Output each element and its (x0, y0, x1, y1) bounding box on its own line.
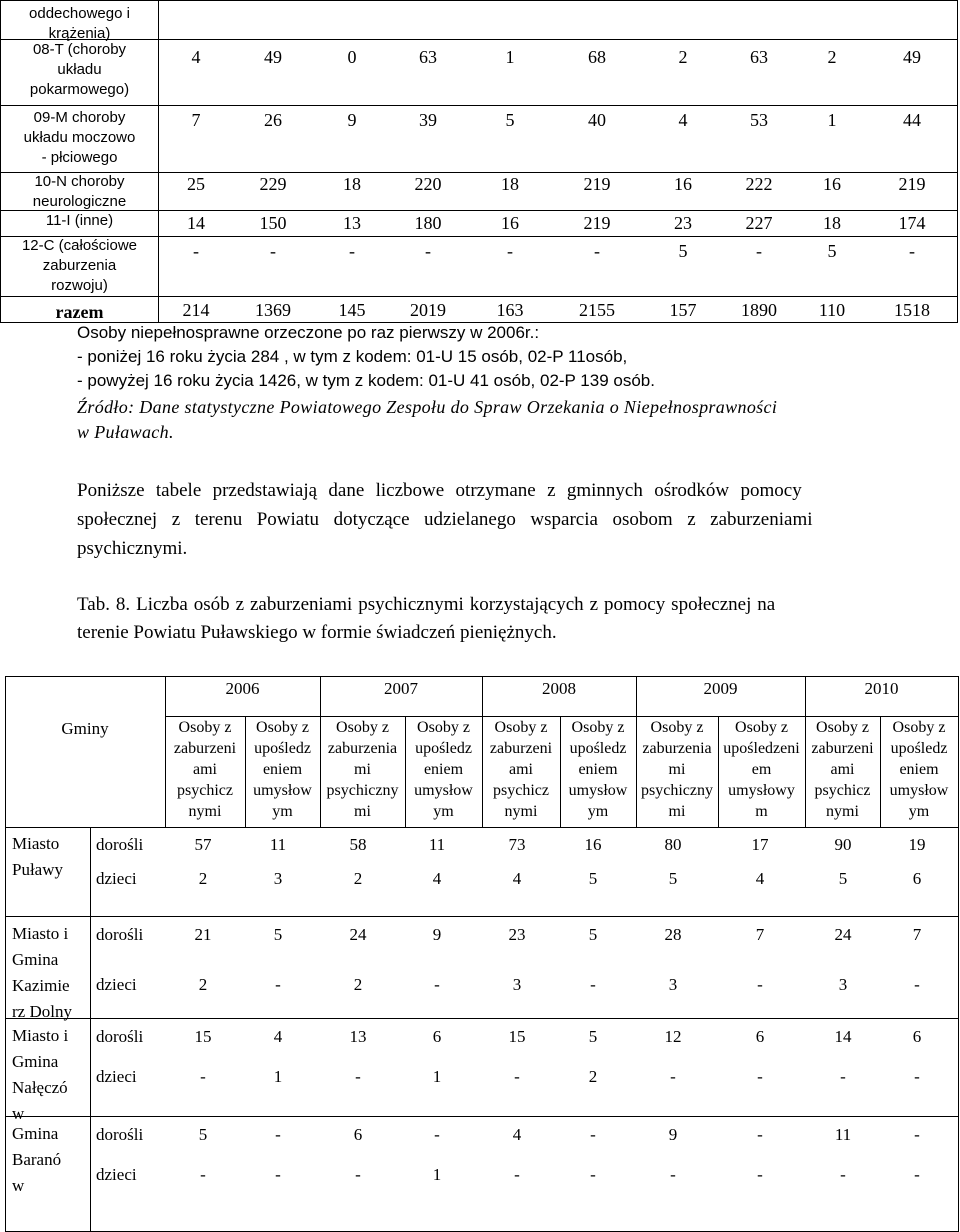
gmina-name-line: Miasto i (12, 924, 69, 943)
group-label: dzieci (96, 1067, 137, 1086)
table-rule-horizontal (5, 916, 958, 917)
table-cell: 17 (751, 835, 769, 854)
table-cell: 2 (588, 1067, 598, 1086)
table-cell: 110 (818, 300, 846, 320)
table-cell: - (590, 975, 596, 994)
note-line-1: Osoby niepełnosprawne orzeczone po raz pierwszy w 2006r.: (77, 323, 540, 342)
column-header-line: upośledz (415, 740, 472, 757)
table-cell: 90 (834, 835, 852, 854)
gmina-name-line: Gmina (12, 1052, 59, 1071)
table-cell: 2155 (579, 300, 615, 320)
gmina-name-line: Gmina (12, 950, 59, 969)
column-header-line: eniem (423, 761, 464, 778)
column-header-line: psychiczny (641, 782, 713, 799)
table-rule-horizontal (0, 0, 958, 1)
table-cell: 5 (827, 241, 837, 261)
column-header-line: psychicz (177, 782, 233, 799)
table-cell: 14 (187, 213, 205, 233)
table-cell: 6 (912, 1027, 922, 1046)
table-cell: 49 (264, 47, 282, 67)
source-line-2: w Puławach. (77, 422, 174, 442)
column-header-line: ym (908, 803, 930, 820)
table-cell: 16 (674, 174, 692, 194)
table-cell: 4 (512, 1125, 522, 1144)
table-cell: 2 (353, 869, 363, 888)
table-cell: 40 (588, 110, 606, 130)
category-label-line: 10-N choroby (34, 173, 125, 190)
column-header-line: Osoby z (816, 719, 869, 736)
table-rule-vertical (158, 0, 159, 323)
disability-codes-table (0, 0, 958, 322)
table-cell: - (200, 1067, 206, 1086)
table-cell: 145 (338, 300, 366, 320)
group-label: dorośli (96, 925, 144, 944)
gmina-name-line: Gmina (12, 1124, 59, 1143)
table-cell: 6 (353, 1125, 363, 1144)
table-cell: 11 (834, 1125, 852, 1144)
gmina-name-line: Puławy (12, 860, 63, 879)
table-rule-vertical (958, 676, 959, 1232)
group-label: dorośli (96, 835, 144, 854)
column-header-line: zaburzenia (327, 740, 398, 757)
column-header-line: nymi (188, 803, 222, 820)
table-rule-vertical (0, 0, 1, 323)
table-cell: 80 (664, 835, 682, 854)
column-header-line: ami (830, 761, 855, 778)
category-label-line: krążenia) (48, 25, 111, 42)
table-cell: - (594, 241, 600, 261)
table-cell: 21 (194, 925, 212, 944)
table-cell: 5 (273, 925, 283, 944)
table-cell: - (914, 1165, 920, 1184)
column-header-line: Osoby z (178, 719, 232, 736)
table-cell: 16 (584, 835, 602, 854)
table-cell: 1 (827, 110, 837, 130)
column-header-line: zaburzeni (173, 740, 237, 757)
table-cell: 157 (669, 300, 697, 320)
table-cell: - (275, 975, 281, 994)
table-rule-horizontal (0, 296, 958, 297)
table-cell: 16 (501, 213, 519, 233)
table-cell: 19 (908, 835, 926, 854)
table-rule-horizontal (5, 1116, 958, 1117)
table-cell: - (756, 241, 762, 261)
table-cell: 13 (349, 1027, 367, 1046)
table-cell: 18 (343, 174, 361, 194)
table-cell: 16 (823, 174, 841, 194)
table-cell: 4 (432, 869, 442, 888)
column-header-line: nymi (826, 803, 859, 820)
table-cell: 1 (273, 1067, 283, 1086)
table-cell: 7 (755, 925, 765, 944)
table-cell: - (840, 1067, 846, 1086)
gmina-name-line: w (12, 1176, 25, 1195)
year-header: 2006 (225, 679, 260, 698)
table-cell: 5 (198, 1125, 208, 1144)
table-cell: 229 (259, 174, 287, 194)
column-header-line: ami (509, 761, 533, 778)
year-header: 2010 (864, 679, 899, 698)
table-cell: - (909, 241, 915, 261)
category-label-line: układu moczowo (23, 129, 136, 146)
table-rule-horizontal (0, 105, 958, 106)
table-cell: - (914, 1125, 920, 1144)
table-cell: - (355, 1165, 361, 1184)
category-label-line: rozwoju) (51, 277, 108, 294)
table-cell: 180 (414, 213, 442, 233)
column-header-line: Osoby z (494, 719, 548, 736)
table-cell: 63 (750, 47, 768, 67)
table-cell: 58 (349, 835, 367, 854)
gmina-name-line: Kazimie (12, 976, 70, 995)
year-header: 2007 (384, 679, 418, 698)
column-header-line: mi (668, 761, 686, 778)
table-cell: - (914, 1067, 920, 1086)
table-cell: 23 (674, 213, 692, 233)
group-label: dorośli (96, 1125, 144, 1144)
paragraph-line-2: społecznej z terenu Powiatu dotyczące udzielanego wsparcia osobom z zaburzeniami (77, 509, 813, 530)
column-header-line: psychicz (493, 782, 549, 799)
table-cell: 44 (903, 110, 921, 130)
gmina-name-line: rz Dolny (12, 1002, 72, 1021)
table-cell: - (425, 241, 431, 261)
column-header-line: ym (433, 803, 454, 820)
table-cell: 219 (898, 174, 926, 194)
table-cell: 163 (496, 300, 524, 320)
table-cell: 222 (745, 174, 773, 194)
gmina-name-line: Miasto (12, 834, 60, 853)
table-cell: 7 (191, 110, 201, 130)
category-label-line: układu (57, 61, 102, 78)
paragraph-line-1: Poniższe tabele przedstawiają dane liczbowe otrzymane z gminnych ośrodków pomocy (77, 480, 802, 501)
table-cell: 1 (432, 1067, 442, 1086)
paragraph-line-3: psychicznymi. (77, 538, 188, 559)
table-cell: 174 (898, 213, 926, 233)
column-header-line: ym (272, 803, 293, 820)
year-header: 2009 (703, 679, 738, 698)
column-header-line: zaburzenia (642, 740, 712, 757)
table-cell: - (670, 1165, 676, 1184)
column-header-line: Osoby z (571, 719, 625, 736)
table-cell: 4 (273, 1027, 283, 1046)
table-cell: 9 (347, 110, 357, 130)
table-cell: 25 (187, 174, 205, 194)
table-cell: 6 (912, 869, 922, 888)
table-cell: 5 (838, 869, 848, 888)
table-cell: 220 (414, 174, 442, 194)
table-cell: 18 (823, 213, 841, 233)
category-label-line: zaburzenia (42, 257, 117, 274)
table-cell: 4 (191, 47, 201, 67)
column-header-line: upośledz (890, 740, 948, 757)
table-cell: - (275, 1125, 281, 1144)
column-header-line: Osoby z (735, 719, 788, 736)
column-header-line: upośledzeni (723, 740, 800, 757)
table-cell: 1369 (255, 300, 291, 320)
table-cell: 6 (432, 1027, 442, 1046)
column-header-line: zaburzeni (489, 740, 553, 757)
gmina-name-line: w (12, 1104, 25, 1123)
table-cell: 5 (668, 869, 678, 888)
table-cell: 2019 (410, 300, 446, 320)
group-label: dzieci (96, 1165, 137, 1184)
table-cell: 5 (588, 925, 598, 944)
column-header-line: mi (354, 761, 371, 778)
table-cell: 150 (259, 213, 287, 233)
column-header-line: psychicz (814, 782, 871, 799)
table-cell: 227 (745, 213, 773, 233)
table-cell: 2 (198, 869, 208, 888)
table-cell: - (434, 975, 440, 994)
table-cell: - (275, 1165, 281, 1184)
table-cell: - (193, 241, 199, 261)
column-header-line: eniem (262, 761, 303, 778)
table-cell: 26 (264, 110, 282, 130)
table-cell: 1 (505, 47, 515, 67)
category-label-line: oddechowego i (29, 5, 130, 22)
table-cell: 63 (419, 47, 437, 67)
table-cell: 214 (182, 300, 210, 320)
table-cell: 3 (838, 975, 848, 994)
table-cell: 11 (428, 835, 446, 854)
column-header-line: umysłow (414, 782, 473, 799)
table-rule-vertical (5, 676, 6, 1232)
column-header-line: Osoby z (650, 719, 704, 736)
table-cell: 73 (508, 835, 526, 854)
column-header-line: umysłow (889, 782, 949, 799)
table-cell: - (514, 1067, 520, 1086)
table-cell: 0 (347, 47, 357, 67)
category-label-line: 09-M choroby (33, 109, 126, 126)
table-cell: - (514, 1165, 520, 1184)
category-label-line: razem (55, 302, 104, 322)
table-rule-horizontal (5, 827, 958, 828)
column-header-line: upośledz (254, 740, 311, 757)
table-cell: 4 (678, 110, 688, 130)
table-rule-horizontal (5, 1018, 958, 1019)
category-label-line: 12-C (całościowe (21, 237, 138, 254)
table-cell: 6 (755, 1027, 765, 1046)
table-rule-vertical (957, 0, 958, 323)
table-cell: - (840, 1165, 846, 1184)
note-line-2: - poniżej 16 roku życia 284 , w tym z kodem: 01-U 15 osób, 02-P 11osób, (77, 347, 628, 366)
table-cell: 15 (508, 1027, 526, 1046)
group-label: dzieci (96, 869, 137, 888)
table-cell: 5 (678, 241, 688, 261)
table-cell: - (590, 1165, 596, 1184)
category-label-line: 08-T (choroby (32, 41, 127, 58)
social-assistance-table (0, 676, 960, 1232)
table-cell: 2 (827, 47, 837, 67)
table-cell: 12 (664, 1027, 682, 1046)
table-cell: - (670, 1067, 676, 1086)
table-cell: 9 (668, 1125, 678, 1144)
source-line-1: Źródło: Dane statystyczne Powiatowego Zespołu do Spraw Orzekania o Niepełnosprawności (77, 397, 778, 417)
table-cell: - (434, 1125, 440, 1144)
table-cell: 1890 (741, 300, 777, 320)
column-header-line: umysłow (568, 782, 628, 799)
table-cell: 53 (750, 110, 768, 130)
table-cell: 15 (194, 1027, 212, 1046)
table-cell: - (757, 1125, 763, 1144)
column-header-line: umysłowy (728, 782, 795, 799)
table-cell: 7 (912, 925, 922, 944)
column-header-line: Osoby z (417, 719, 470, 736)
category-label-line: 11-I (inne) (45, 212, 114, 229)
column-header-line: Osoby z (256, 719, 309, 736)
table-cell: 1518 (894, 300, 930, 320)
column-header-line: zaburzeni (811, 740, 874, 757)
gmina-name-line: Nałęczó (12, 1078, 68, 1097)
table-cell: 2 (353, 975, 363, 994)
table-rule-vertical (90, 827, 91, 1232)
table-cell: - (757, 1067, 763, 1086)
table-cell: - (590, 1125, 596, 1144)
table-cell: 18 (501, 174, 519, 194)
column-header-line: Osoby z (892, 719, 946, 736)
table-cell: 5 (588, 869, 598, 888)
table-cell: 49 (903, 47, 921, 67)
table-cell: 2 (198, 975, 208, 994)
column-header-line: m (755, 803, 768, 820)
table-cell: - (757, 975, 763, 994)
category-label-line: - płciowego (41, 149, 118, 166)
table-cell: 28 (664, 925, 682, 944)
gminy-header: Gminy (61, 719, 109, 738)
table-cell: 4 (512, 869, 522, 888)
table-cell: 39 (419, 110, 437, 130)
column-header-line: ym (587, 803, 609, 820)
column-header-line: psychiczny (326, 782, 399, 799)
table-cell: 4 (755, 869, 765, 888)
table-cell: 3 (512, 975, 522, 994)
column-header-line: eniem (578, 761, 618, 778)
column-header-line: em (751, 761, 772, 778)
table-cell: 2 (678, 47, 688, 67)
table-cell: 24 (834, 925, 852, 944)
column-header-line: upośledz (569, 740, 627, 757)
table-cell: 11 (269, 835, 287, 854)
category-label-line: neurologiczne (32, 193, 127, 210)
table-cell: - (914, 975, 920, 994)
table-cell: 68 (588, 47, 606, 67)
note-line-3: - powyżej 16 roku życia 1426, w tym z kodem: 01-U 41 osób, 02-P 139 osób. (77, 371, 655, 390)
table-cell: 13 (343, 213, 361, 233)
column-header-line: Osoby z (336, 719, 389, 736)
category-label-line: pokarmowego) (29, 81, 130, 98)
table-cell: 14 (834, 1027, 852, 1046)
table-cell: 1 (432, 1165, 442, 1184)
group-label: dzieci (96, 975, 137, 994)
group-label: dorośli (96, 1027, 144, 1046)
table-cell: 3 (273, 869, 283, 888)
table-cell: 57 (194, 835, 212, 854)
column-header-line: umysłow (253, 782, 312, 799)
column-header-line: mi (354, 803, 371, 820)
table-cell: 24 (349, 925, 367, 944)
column-header-line: mi (668, 803, 686, 820)
table-cell: 9 (432, 925, 442, 944)
gmina-name-line: Miasto i (12, 1026, 69, 1045)
table-caption-line-2: terenie Powiatu Puławskiego w formie świadczeń pieniężnych. (77, 622, 557, 643)
year-header: 2008 (542, 679, 576, 698)
table-cell: 5 (588, 1027, 598, 1046)
column-header-line: nymi (504, 803, 538, 820)
column-header-line: eniem (899, 761, 939, 778)
table-cell: 5 (505, 110, 515, 130)
table-cell: 219 (583, 213, 611, 233)
column-header-line: ami (193, 761, 217, 778)
table-cell: - (507, 241, 513, 261)
gmina-name-line: Baranó (12, 1150, 62, 1169)
table-caption-line-1: Tab. 8. Liczba osób z zaburzeniami psychicznymi korzystających z pomocy społecznej na (77, 594, 776, 615)
table-cell: - (355, 1067, 361, 1086)
table-cell: - (270, 241, 276, 261)
table-cell: - (349, 241, 355, 261)
table-cell: 23 (508, 925, 526, 944)
table-cell: - (200, 1165, 206, 1184)
table-cell: - (757, 1165, 763, 1184)
table-cell: 3 (668, 975, 678, 994)
table-cell: 219 (583, 174, 611, 194)
